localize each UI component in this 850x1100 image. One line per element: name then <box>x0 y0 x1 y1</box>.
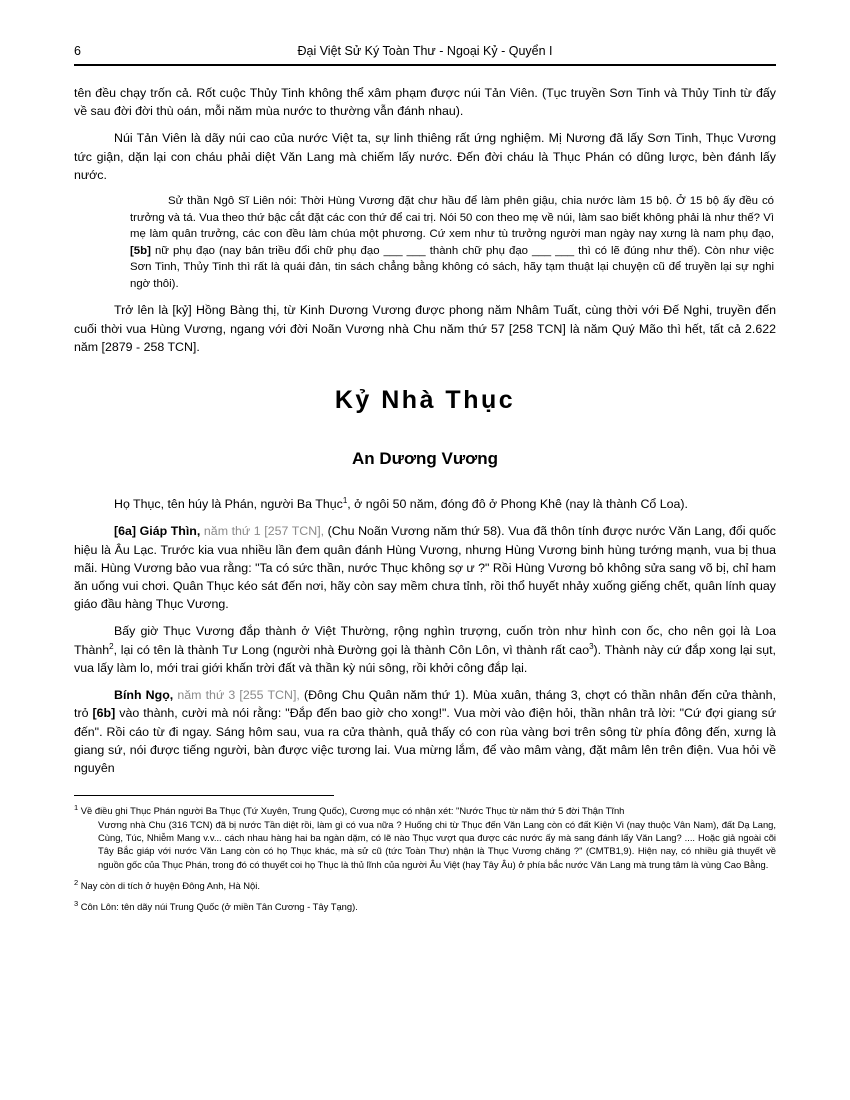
footnote-ref-2[interactable]: 2 <box>109 641 114 651</box>
footnote-2 <box>74 879 776 892</box>
folio-marker-5b: [5b] <box>130 244 151 257</box>
footnote-1-body: Vương nhà Chu (316 TCN) đã bị nước Tần diệt rồi, làm gì có vua nữa ? Huống chi từ Thục đến Văn Lang còn có đất Kiện Vi (nay thuộc Vân Nam), đất Dạ Lang, Cùng, Túc, Nhiễm Mang v.v... cách nhau hàng hai ba ngàn dặm, có lẽ nào Thục vượt qua được các nước ấy mà sang đánh lấy Văn Lang? .... Hoặc giả ngoài cõi Tây Bắc giáp với nước Văn Lang còn có họ Thục khác, mà sử cũ (tức Toàn Thư) nhận là Thục Vương chăng ?" (CMTB1,9). Hiện nay, có nhiều giả thuyết về nguồn gốc của Thục Phán, trong đó có thuyết coi họ Thục là thủ lĩnh của người Âu Việt (hay Tây Âu) ở phía bắc nước Văn Lang mà trung tâm là vùng Cao Bằng. <box>98 818 776 870</box>
commentary-part-2: nữ phụ đạo (nay bản triều đổi chữ phụ đạo ___ ___ thành chữ phụ đạo ___ ___ thì có lẽ đúng như thế). Còn như việc Sơn Tinh, Thủy Tinh thì rất là quái đản, tin sách chẳng bằng không có sách, hãy tạm thuật lại chuyện cũ để truyền lại sự nghi ngờ thôi). <box>130 244 774 290</box>
page-number: 6 <box>74 44 81 58</box>
paragraph-6-text-c: ). Thành này cứ đắp xong lại sụt, vua lấy làm lo, mới trai giới khấn trời đất và thần kỳ núi sông, rồi khởi công đắp lại. <box>74 642 776 675</box>
folio-marker-6b: [6b] <box>92 706 116 721</box>
paragraph-5 <box>74 522 776 613</box>
paragraph-4 <box>74 495 776 513</box>
footnote-number-3: 3 <box>74 899 79 909</box>
paragraph-7-text-mid: (Đông Chu Quân năm thứ 1). Mùa xuân, tháng 3, chợt có thần nhân đến cửa thành, trỏ <box>74 688 777 721</box>
footnote-number-2: 2 <box>74 877 79 887</box>
footnote-separator <box>74 795 334 796</box>
year-note-257tcn: năm thứ 1 [257 TCN], <box>200 524 325 539</box>
paragraph-6 <box>74 622 776 677</box>
paragraph-1: tên đều chạy trốn cả. Rốt cuộc Thủy Tinh không thể xâm phạm được núi Tản Viên. (Tục truyền Sơn Tinh và Thủy Tinh từ đấy về sau đời đời thù oán, mỗi năm mùa nước to thường vẫn đánh nhau). <box>74 86 776 119</box>
chapter-title: Kỷ Nhà Thục <box>334 386 516 415</box>
folio-marker-6a-giap-thin: [6a] Giáp Thìn, <box>114 524 201 539</box>
header-title: Đại Việt Sử Ký Toàn Thư - Ngoại Kỷ - Quyển I <box>297 44 553 58</box>
footnote-1 <box>74 804 776 871</box>
paragraph-2: Núi Tản Viên là dãy núi cao của nước Việt ta, sự linh thiêng rất ứng nghiệm. Mị Nương đã lấy Sơn Tinh, Thục Vương tức giận, dặn lại con cháu phải diệt Văn Lang mà chiếm lấy nước. Đến đời cháu là Thục Phán có dũng lược, bèn đánh lấy nước. <box>74 131 776 182</box>
footnote-3 <box>74 900 776 913</box>
footnote-number-1: 1 <box>74 803 79 813</box>
section-title: An Dương Vương <box>351 449 499 469</box>
header-rule <box>74 64 776 66</box>
paragraph-4-text-b: , ở ngôi 50 năm, đóng đô ở Phong Khê (nay là thành Cổ Loa). <box>347 497 688 512</box>
footnote-3-line-1: Côn Lôn: tên dãy núi Trung Quốc (ở miền Tân Cương - Tây Tạng). <box>80 901 358 913</box>
paragraph-7 <box>74 686 776 777</box>
paragraph-6-text-b: , lại có tên là thành Tư Long (người nhà Đường gọi là thành Côn Lôn, vì thành rất cao <box>113 642 590 657</box>
page-header <box>74 44 776 64</box>
footnote-ref-3[interactable]: 3 <box>589 641 594 651</box>
footnote-1-line-1: Về điều ghi Thục Phán người Ba Thục (Tứ Xuyên, Trung Quốc), Cương mục có nhận xét: "Nước Thục từ năm thứ 5 đời Thận Tĩnh <box>80 805 625 817</box>
paragraph-3: Trở lên là [kỷ] Hồng Bàng thị, từ Kinh Dương Vương được phong năm Nhâm Tuất, cùng thời với Đế Nghi, truyền đến cuối thời vua Hùng Vương, ngang với đời Noãn Vương nhà Chu năm thứ 57 [258 TCN] là năm Quý Mão thì hết, tất cả 2.622 năm [2879 - 258 TCN]. <box>74 303 776 354</box>
historian-commentary-block <box>74 193 776 292</box>
year-note-255tcn: năm thứ 3 [255 TCN], <box>173 688 300 703</box>
paragraph-7-text: vào thành, cười mà nói rằng: "Đắp đến bao giờ cho xong!". Vua mời vào điện hỏi, thần nhân trả lời: "Cứ đợi giang sứ đến". Rồi cáo từ đi ngay. Sáng hôm sau, vua ra cửa thành, quả thấy có con rùa vàng bơi trên sông từ phía đông đến, xưng là giang sứ, nói được tiếng người, bàn được việc tương lai. Vua mừng lắm, để vào mâm vàng, đặt mâm lên trên điện. Vua hỏi về nguyên <box>74 706 777 776</box>
era-marker-binh-ngo: Bính Ngọ, <box>114 688 174 703</box>
commentary-part-1: Sử thần Ngô Sĩ Liên nói: Thời Hùng Vương đặt chư hầu để làm phên giậu, chia nước làm 15 bộ. Ở 15 bộ ấy đều có trưởng và tá. Vua theo thứ bậc cắt đặt các con thứ để cai trị. Nói 50 con theo mẹ về núi, làm sao biết không phải là như thế? Vì mẹ làm quân trưởng, các con đều làm chúa một phương. Cứ xem như tù trưởng người man ngày nay xưng là nam phụ đạo, <box>130 195 774 241</box>
paragraph-5-text: (Chu Noãn Vương năm thứ 58). Vua đã thôn tính được nước Văn Lang, đổi quốc hiệu là Âu Lạc. Trước kia vua nhiều lần đem quân đánh Hùng Vương, nhưng Hùng Vương binh hùng tướng mạnh, vua bị thua mãi. Hùng Vương bảo vua rằng: "Ta có sức thần, nước Thục không sợ ư ?" Rồi Hùng Vương bỏ không sửa sang võ bị, chỉ ham ăn uống vui chơi. Quân Thục kéo sát đến nơi, hãy còn say mềm chưa tỉnh, rồi thổ huyết nhảy xuống giếng chết, quân lính quay giáo đầu hàng Thục Vương. <box>74 524 776 612</box>
footnote-ref-1[interactable]: 1 <box>342 495 348 505</box>
footnote-2-line-1: Nay còn di tích ở huyện Đông Anh, Hà Nội. <box>80 880 260 892</box>
paragraph-6-text-a: Bấy giờ Thục Vương đắp thành ở Việt Thường, rộng nghìn trượng, cuốn tròn như hình con ốc, cho nên gọi là Loa Thành <box>74 624 776 657</box>
paragraph-4-text-a: Họ Thục, tên húy là Phán, người Ba Thục <box>114 497 343 512</box>
